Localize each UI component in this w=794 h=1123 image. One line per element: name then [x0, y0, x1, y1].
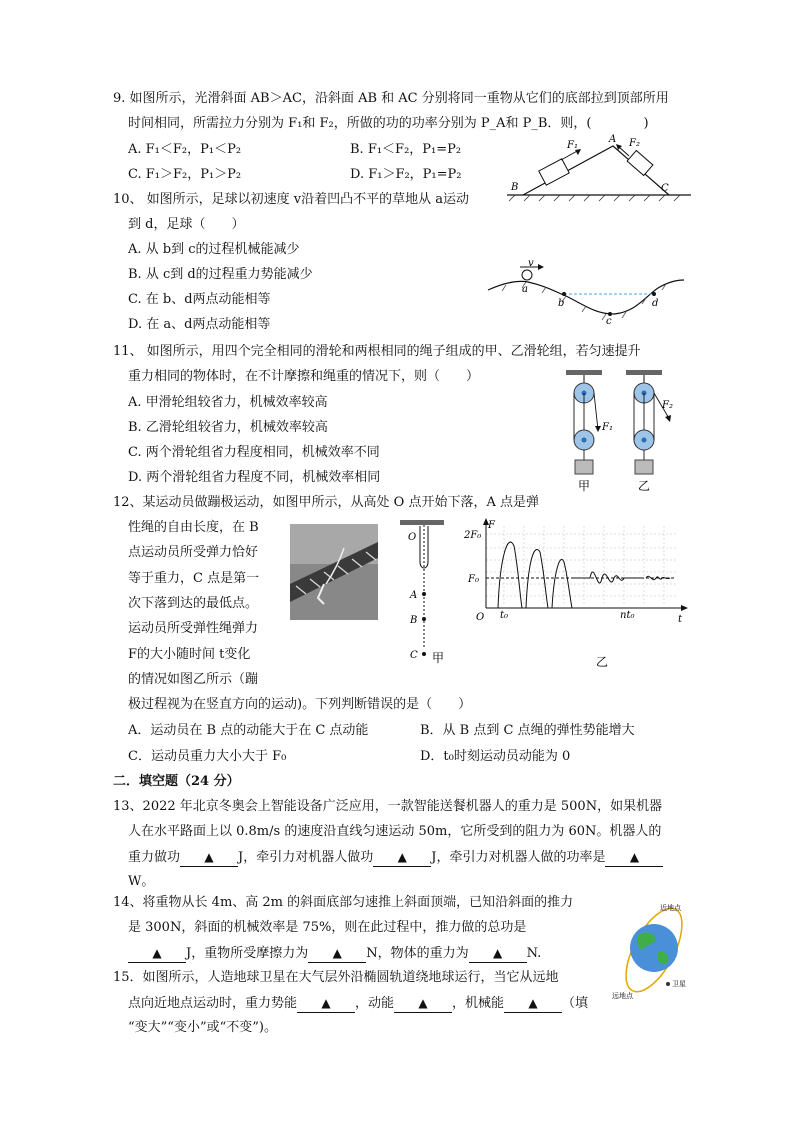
q12-stem-line4: 等于重力，C 点是第一 — [128, 571, 260, 586]
q10-option-a: A. 从 b到 c的过程机械能减少 — [128, 242, 300, 257]
q12-label-o: O — [408, 532, 417, 543]
q9-option-c: C. F₁＞F₂，P₁＞P₂ — [128, 167, 242, 182]
q10-label-d: d — [652, 298, 659, 309]
q9-option-a: A. F₁＜F₂，P₁＜P₂ — [128, 142, 242, 157]
q11-stem-line2: 重力相同的物体时，在不计摩擦和绳重的情况下，则（ ） — [128, 369, 480, 384]
q13-blank-traction-work[interactable]: ▲ — [373, 848, 431, 867]
q9-stem-line1: 9. 如图所示，光滑斜面 AB＞AC，沿斜面 AB 和 AC 分别将同一重物从它们的底部拉到顶部所用 — [113, 91, 669, 106]
q15-stem-line3: “变大”“变小”或“不变”)。 — [128, 1020, 277, 1035]
q12-label-a: A — [410, 590, 418, 601]
q14-blank-friction[interactable]: ▲ — [308, 944, 366, 963]
q14-blank-weight[interactable]: ▲ — [469, 944, 527, 963]
q12-stem-line1: 12、某运动员做蹦极运动，如图甲所示，从高处 O 点开始下落，A 点是弹 — [113, 495, 539, 510]
q12-jump-diagram — [396, 518, 456, 668]
q12-tick-f0: F₀ — [468, 574, 479, 585]
q11-label-yi: 乙 — [638, 479, 651, 493]
q9-option-d: D. F₁＞F₂，P₁=P₂ — [350, 167, 462, 182]
q9-label-b: B — [511, 182, 519, 193]
q12-stem-line9: 极过程视为在竖直方向的运动)。下列判断错误的是（ ） — [128, 697, 472, 712]
q12-stem-line6: 运动员所受弹性绳弹力 — [128, 621, 259, 636]
q12-label-jia: 甲 — [432, 651, 445, 665]
q12-axis-f: F — [488, 520, 495, 531]
q14-stem-line3: ▲ J，重物所受摩擦力为 ▲ N，物体的重力为 ▲ N. — [128, 944, 541, 963]
q10-terrain-figure — [486, 254, 686, 326]
q13-blank-gravity-work[interactable]: ▲ — [180, 848, 238, 867]
q15-stem-line2: 点向近地点运动时，重力势能 ▲ ，动能 ▲ ，机械能 ▲ （填 — [128, 996, 589, 1011]
q14-stem-line2: 是 300N，斜面的机械效率是 75%，则在此过程中，推力做的总功是 — [128, 920, 527, 935]
q9-label-f1: F₁ — [567, 140, 578, 151]
q11-label-jia: 甲 — [578, 479, 591, 493]
q12-option-d: D．t₀时刻运动员动能为 0 — [420, 749, 571, 764]
q12-tick-t0: t₀ — [500, 610, 509, 621]
q11-label-f1: F₁ — [602, 422, 613, 433]
q13-stem-line1: 13、2022 年北京冬奥会上智能设备广泛应用，一款智能送餐机器人的重力是 500N，如果机器 — [113, 799, 663, 814]
q11-option-b: B. 乙滑轮组较省力，机械效率较高 — [128, 420, 328, 435]
q12-stem-line3: 点运动员所受弹力恰好 — [128, 545, 259, 560]
q11-stem-line1: 11、 如图所示，用四个完全相同的滑轮和两根相同的绳子组成的甲、乙滑轮组，若匀速提升 — [113, 344, 641, 359]
q9-incline-figure — [505, 130, 695, 206]
q14-blank-total-work[interactable]: ▲ — [128, 944, 186, 963]
q12-tick-2f0: 2F₀ — [464, 530, 482, 541]
q12-option-a: A．运动员在 B 点的动能大于在 C 点动能 — [128, 723, 369, 738]
q9-label-a: A — [609, 134, 617, 145]
q12-stem-line8: 的情况如图乙所示（蹦 — [128, 672, 259, 687]
q12-option-c: C．运动员重力大小大于 F₀ — [128, 749, 287, 764]
q10-stem-line1: 10、 如图所示，足球以初速度 v沿着凹凸不平的草地从 a运动 — [113, 192, 470, 207]
q15-stem-line1: 15．如图所示，人造地球卫星在大气层外沿椭圆轨道绕地球运行，当它从远地 — [113, 970, 559, 985]
q12-stem-line5: 次下落到达的最低点。 — [128, 596, 259, 611]
q15-blank-mechanical[interactable]: ▲ — [504, 994, 562, 1013]
q12-origin: O — [476, 612, 485, 623]
q15-satellite-figure — [608, 900, 694, 1000]
q10-stem-line2: 到 d，足球（ ） — [128, 217, 245, 232]
q15-label-near: 近地点 — [660, 904, 681, 912]
q13-stem-line2: 人在水平路面上以 0.8m/s 的速度沿直线匀速运动 50m，它所受到的阻力为 60N。机器人的 — [128, 824, 662, 839]
q12-label-b: B — [410, 615, 418, 626]
section-title-fill-in: 二．填空题（24 分） — [113, 774, 240, 789]
q13-stem-line3: 重力做功 ▲ J，牵引力对机器人做功 ▲ J，牵引力对机器人做的功率是 ▲ — [128, 848, 663, 867]
q9-stem-line2: 时间相同，所需拉力分别为 F₁和 F₂，所做的功的功率分别为 P_A和 P_B．则，( ) — [128, 116, 649, 131]
q15-label-far: 远地点 — [612, 992, 633, 1000]
q15-label-sat: 卫星 — [672, 980, 686, 988]
q11-option-c: C. 两个滑轮组省力程度相同，机械效率不同 — [128, 445, 380, 460]
q10-option-d: D. 在 a、d两点动能相等 — [128, 317, 271, 332]
q12-axis-t: t — [678, 614, 683, 625]
q10-label-b: b — [558, 298, 565, 309]
q12-stem-line7: F的大小随时间 t变化 — [128, 647, 251, 662]
q13-stem-line4: W。 — [128, 874, 155, 889]
q12-option-b: B．从 B 点到 C 点绳的弹性势能增大 — [420, 723, 635, 738]
q9-option-b: B. F₁＜F₂，P₁=P₂ — [350, 142, 462, 157]
q10-option-c: C. 在 b、d两点动能相等 — [128, 292, 271, 307]
q13-blank-power[interactable]: ▲ — [605, 848, 663, 867]
q10-option-b: B. 从 c到 d的过程重力势能减少 — [128, 267, 313, 282]
q12-label-yi: 乙 — [596, 655, 609, 669]
q9-label-c: C — [661, 183, 669, 194]
q9-label-f2: F₂ — [629, 138, 640, 149]
q12-tick-nt0: nt₀ — [620, 610, 635, 621]
q15-blank-kinetic[interactable]: ▲ — [394, 994, 452, 1013]
q11-label-f2: F₂ — [662, 400, 673, 411]
q11-option-d: D. 两个滑轮组省力程度不同，机械效率相同 — [128, 470, 381, 485]
q11-pulley-figure — [560, 368, 690, 496]
q10-label-c: c — [606, 316, 612, 326]
q12-bungee-photo — [290, 524, 378, 620]
q11-option-a: A. 甲滑轮组较省力，机械效率较高 — [128, 395, 328, 410]
q12-stem-line2: 性绳的自由长度，在 B — [128, 520, 259, 535]
q10-label-a: a — [522, 284, 528, 295]
q12-label-c: C — [410, 650, 418, 661]
q15-blank-potential[interactable]: ▲ — [297, 994, 355, 1013]
q10-label-v: v — [528, 258, 534, 269]
q14-stem-line1: 14、将重物从长 4m、高 2m 的斜面底部匀速推上斜面顶端，已知沿斜面的推力 — [113, 895, 574, 910]
q12-force-graph — [464, 516, 692, 672]
